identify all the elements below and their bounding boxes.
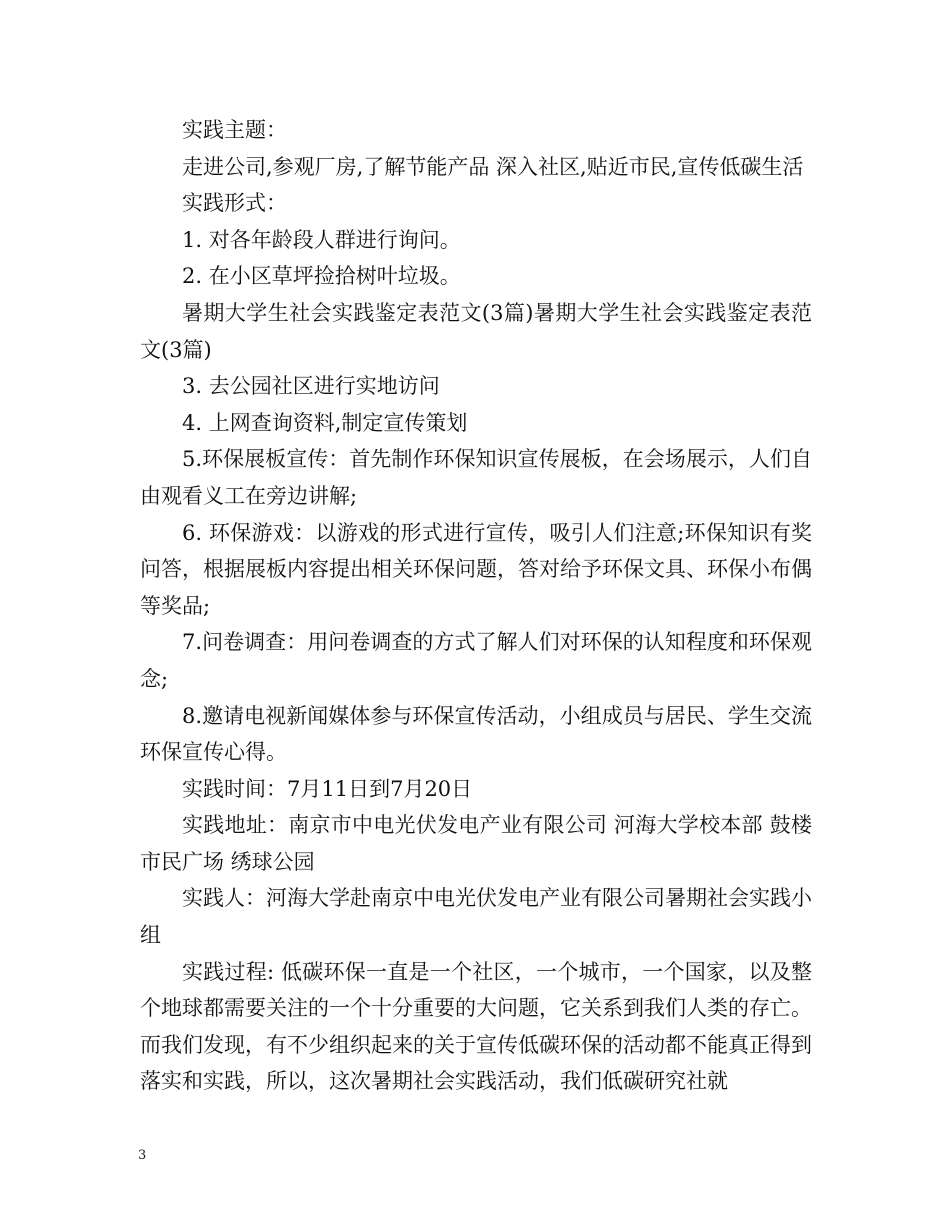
paragraph-form-item-4: 4. 上网查询资料,制定宣传策划	[182, 410, 468, 435]
paragraph-form-item-8: 8.邀请电视新闻媒体参与环保宣传活动，小组成员与居民、学生交流环保宣传心得。	[140, 703, 812, 765]
document-body	[140, 112, 812, 1100]
paragraph-form-item-6: 6. 环保游戏：以游戏的形式进行宣传，吸引人们注意;环保知识有奖问答，根据展板内容提出相关环保问题，答对给予环保文具、环保小布偶等奖品;	[140, 520, 812, 618]
page-number: 3	[138, 1148, 147, 1163]
paragraph-location: 实践地址：南京市中电光伏发电产业有限公司 河海大学校本部 鼓楼市民广场 绣球公园	[140, 813, 812, 874]
paragraph-participants: 实践人：河海大学赴南京中电光伏发电产业有限公司暑期社会实践小组	[140, 886, 812, 948]
paragraph-theme: 走进公司,参观厂房,了解节能产品 深入社区,贴近市民,宣传低碳生活	[182, 154, 804, 179]
paragraph-form-item-3: 3. 去公园社区进行实地访问	[182, 374, 440, 399]
paragraph-form-heading: 实践形式：	[182, 191, 287, 216]
paragraph-form-item-1: 1. 对各年龄段人群进行询问。	[182, 227, 461, 252]
paragraph-form-item-2: 2. 在小区草坪捡拾树叶垃圾。	[182, 264, 461, 289]
paragraph-inserted-title: 暑期大学生社会实践鉴定表范文(3篇)暑期大学生社会实践鉴定表范文(3篇)	[140, 300, 812, 362]
paragraph-process: 实践过程: 低碳环保一直是一个社区，一个城市，一个国家，以及整个地球都需要关注的一个十分重要的大问题，它关系到我们人类的存亡。而我们发现，有不少组织起来的关于宣传低碳环保的活动都不能真正得到落实和实践，所以，这次暑期社会实践活动，我们低碳研究社就	[140, 959, 812, 1094]
paragraph-theme-heading: 实践主题：	[182, 118, 287, 142]
paragraph-form-item-5: 5.环保展板宣传：首先制作环保知识宣传展板，在会场展示，人们自由观看义工在旁边讲解;	[140, 447, 812, 508]
paragraph-time: 实践时间：7月11日到7月20日	[182, 776, 473, 801]
paragraph-form-item-7: 7.问卷调查：用问卷调查的方式了解人们对环保的认知程度和环保观念;	[140, 630, 812, 691]
